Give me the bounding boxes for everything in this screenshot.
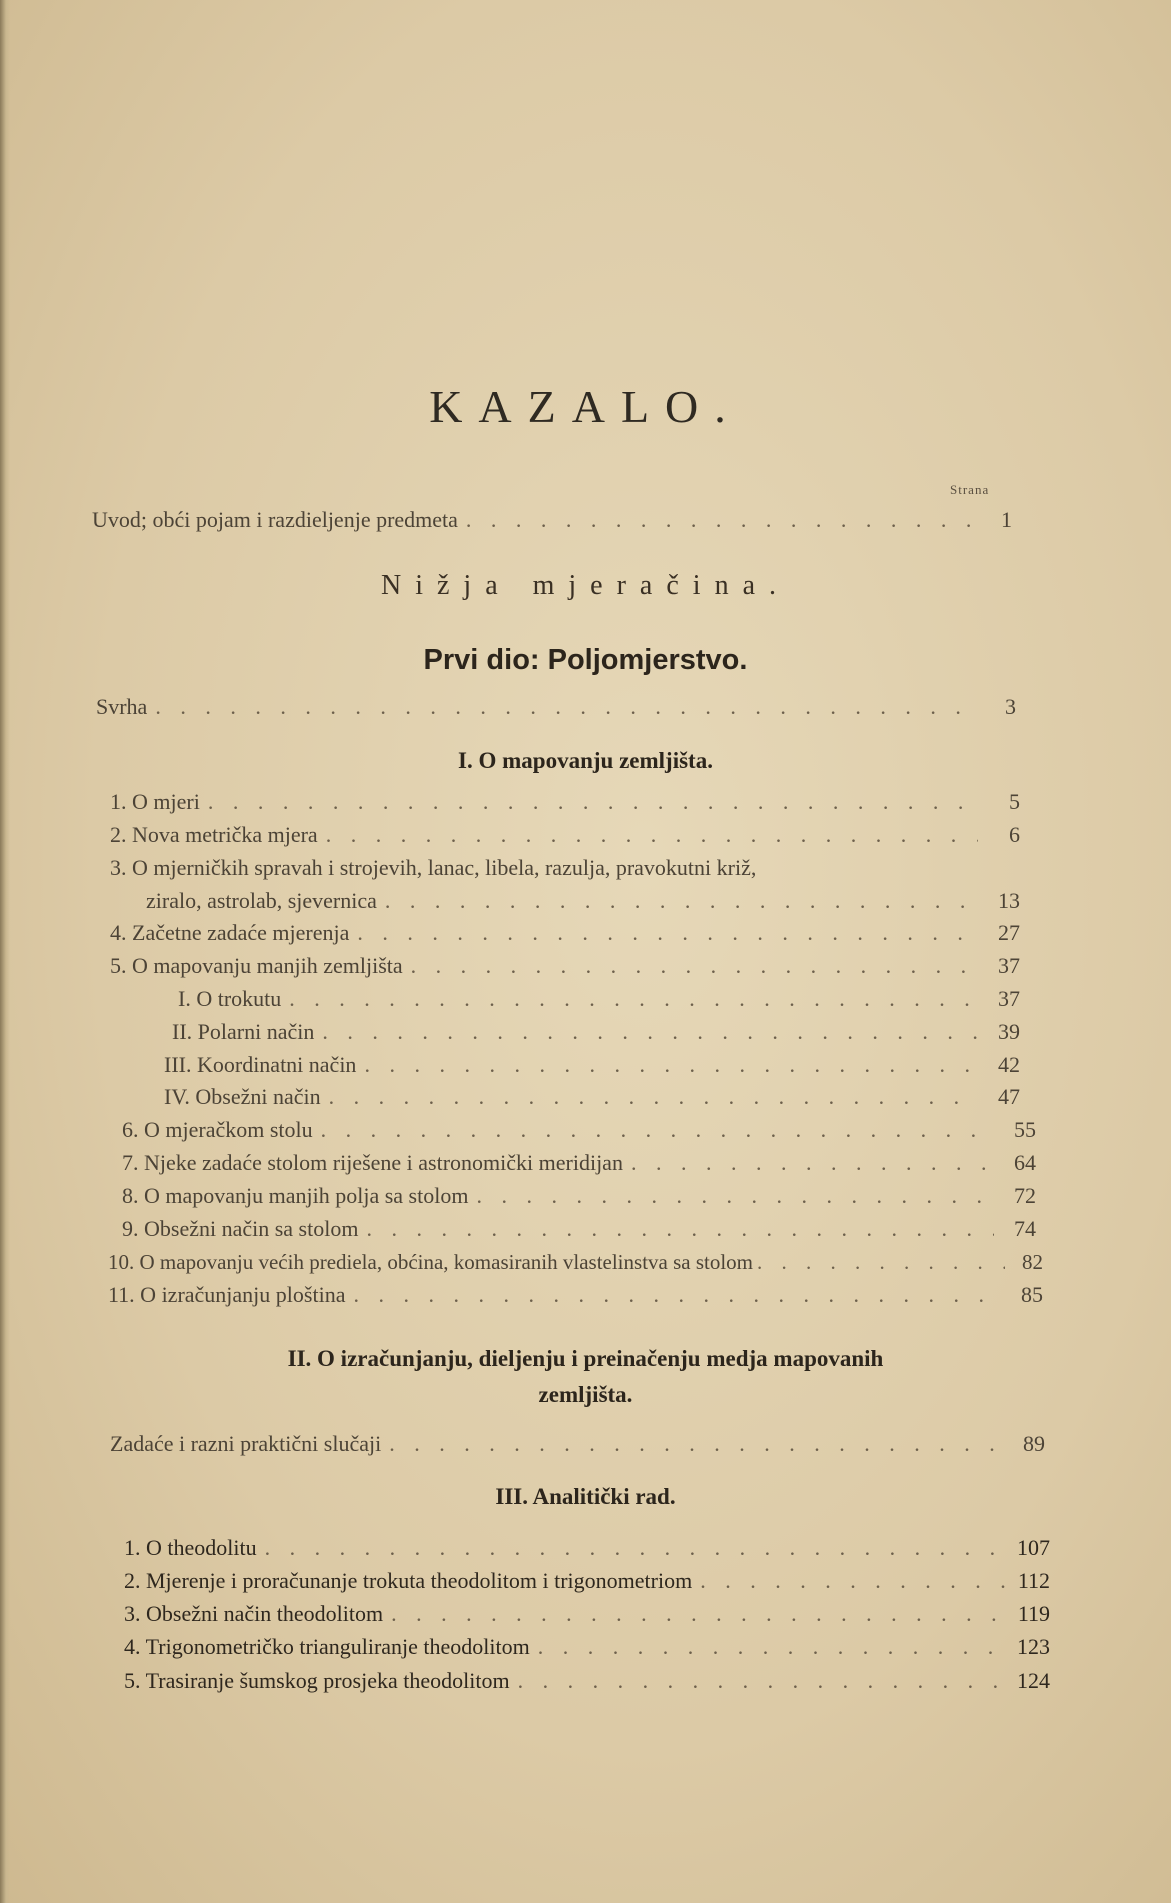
toc-entry (122, 1214, 1036, 1244)
leader-dots (385, 886, 978, 916)
toc-entry-page: 6 (1009, 822, 1020, 847)
toc-entry (110, 1429, 1045, 1459)
page-title: KAZALO. (429, 381, 742, 432)
toc-entry-text: ziralo, astrolab, sjevernica (146, 888, 377, 913)
toc-entry-page: 37 (998, 986, 1020, 1011)
toc-entry (164, 1082, 1020, 1112)
toc-entry-text: 4. Trigonometričko trianguliranje theodolitom (124, 1634, 530, 1659)
leader-dots (411, 951, 978, 981)
toc-entry-text: II. Polarni način (172, 1019, 315, 1044)
toc-entry-text: Uvod; obći pojam i razdieljenje predmeta (92, 507, 458, 532)
page-edge-shadow (0, 0, 10, 1903)
toc-entry-page: 27 (998, 920, 1020, 945)
leader-dots (518, 1666, 1008, 1696)
toc-entry-text: 1. O mjeri (110, 789, 200, 814)
toc-entry (124, 1566, 1050, 1596)
toc-entry (124, 1666, 1050, 1696)
leader-dots (289, 984, 978, 1014)
toc-entry-text: 10. O mapovanju većih prediela, obćina, komasiranih vlastelinstva sa stolom (108, 1250, 754, 1274)
toc-entry-text: 2. Mjerenje i proračunanje trokuta theodolitom i trigonometriom (124, 1568, 693, 1593)
toc-entry-text: Svrha (96, 694, 148, 719)
toc-entry-uvod (92, 505, 1012, 535)
toc-entry (164, 1050, 1020, 1080)
toc-entry-text: 5. Trasiranje šumskog prosjeka theodolitom (124, 1668, 510, 1693)
toc-entry (178, 984, 1020, 1014)
toc-entry-text: 8. O mapovanju manjih polja sa stolom (122, 1183, 469, 1208)
leader-dots (321, 1115, 994, 1145)
toc-entry-page: 37 (998, 953, 1020, 978)
toc-entry-page: 124 (1017, 1668, 1050, 1693)
toc-entry (110, 787, 1020, 817)
chapter-2-title-line1: II. O izračunjanju, dieljenju i preinačenju medja mapovanih (287, 1346, 884, 1371)
toc-entry-page: 13 (998, 888, 1020, 913)
toc-entry-page: 72 (1014, 1183, 1036, 1208)
toc-entry-text: 5. O mapovanju manjih zemljišta (110, 953, 403, 978)
toc-entry (124, 1599, 1050, 1629)
toc-entry-text: Zadaće i razni praktični slučaji (110, 1431, 382, 1456)
toc-entry-page: 1 (1001, 507, 1012, 532)
leader-dots (353, 1280, 1001, 1310)
toc-entry (110, 820, 1020, 850)
toc-entry-page: 55 (1014, 1117, 1036, 1142)
leader-dots (208, 787, 978, 817)
chapter-3-title: III. Analitički rad. (495, 1484, 676, 1509)
toc-entry (108, 1247, 1043, 1277)
toc-entry-page: 119 (1017, 1601, 1050, 1626)
leader-dots (389, 1429, 1003, 1459)
chapter-1-title: I. O mapovanju zemljišta. (458, 748, 713, 773)
toc-entry-page: 107 (1017, 1535, 1050, 1560)
section-title: Prvi dio: Poljomjerstvo. (423, 644, 748, 676)
toc-entry (110, 918, 1020, 948)
toc-entry-text: III. Koordinatni način (164, 1052, 357, 1077)
leader-dots (757, 1247, 1005, 1277)
toc-entry-text: 9. Obsežni način sa stolom (122, 1216, 359, 1241)
toc-entry-page: 85 (1021, 1282, 1043, 1307)
toc-entry-page: 39 (998, 1019, 1020, 1044)
toc-entry-page: 5 (1009, 789, 1020, 814)
leader-dots (326, 820, 978, 850)
toc-entry-svrha (96, 692, 1016, 722)
toc-entry-text: 3. Obsežni način theodolitom (124, 1601, 384, 1626)
leader-dots (538, 1632, 1008, 1662)
toc-entry-page: 82 (1022, 1250, 1043, 1274)
leader-dots (357, 918, 978, 948)
toc-entry-text: I. O trokutu (178, 986, 282, 1011)
toc-entry (108, 1280, 1043, 1310)
leader-dots (476, 1181, 994, 1211)
toc-entry-text: 11. O izračunjanju ploština (108, 1282, 346, 1307)
leader-dots (631, 1148, 994, 1178)
leader-dots (466, 505, 970, 535)
leader-dots (155, 692, 974, 722)
toc-entry-page: 3 (1005, 694, 1016, 719)
toc-entry-page: 112 (1017, 1568, 1050, 1593)
page-column-label: Strana (950, 482, 990, 497)
toc-entry-text: 4. Začetne zadaće mjerenja (110, 920, 350, 945)
toc-entry-text: 2. Nova metrička mjera (110, 822, 318, 847)
leader-dots (391, 1599, 1008, 1629)
toc-entry-page: 123 (1017, 1634, 1050, 1659)
toc-entry-text: 1. O theodolitu (124, 1535, 257, 1560)
toc-entry (122, 1115, 1036, 1145)
toc-entry-text: 7. Njeke zadaće stolom riješene i astronomički meridijan (122, 1150, 623, 1175)
toc-entry (172, 1017, 1020, 1047)
toc-entry (122, 1148, 1036, 1178)
toc-entry-text: 6. O mjeračkom stolu (122, 1117, 313, 1142)
leader-dots (322, 1017, 978, 1047)
part-title: Nižja mjeračina. (380, 570, 790, 601)
toc-entry-page: 74 (1014, 1216, 1036, 1241)
toc-entry (124, 1632, 1050, 1662)
toc-entry (146, 886, 1020, 916)
toc-entry-page: 89 (1023, 1431, 1045, 1456)
leader-dots (700, 1566, 1008, 1596)
leader-dots (366, 1214, 994, 1244)
leader-dots (329, 1082, 978, 1112)
leader-dots (265, 1533, 1008, 1563)
toc-entry-text: IV. Obsežni način (164, 1084, 321, 1109)
toc-entry-page: 64 (1014, 1150, 1036, 1175)
leader-dots (364, 1050, 978, 1080)
toc-entry (124, 1533, 1050, 1563)
toc-entry-page: 47 (998, 1084, 1020, 1109)
toc-entry-page: 42 (998, 1052, 1020, 1077)
toc-entry (110, 951, 1020, 981)
chapter-2-title-line2: zemljišta. (538, 1382, 633, 1407)
toc-entry (122, 1181, 1036, 1211)
toc-entry-line: 3. O mjerničkih spravah i strojevih, lanac, libela, razulja, pravokutni križ, (110, 855, 757, 880)
